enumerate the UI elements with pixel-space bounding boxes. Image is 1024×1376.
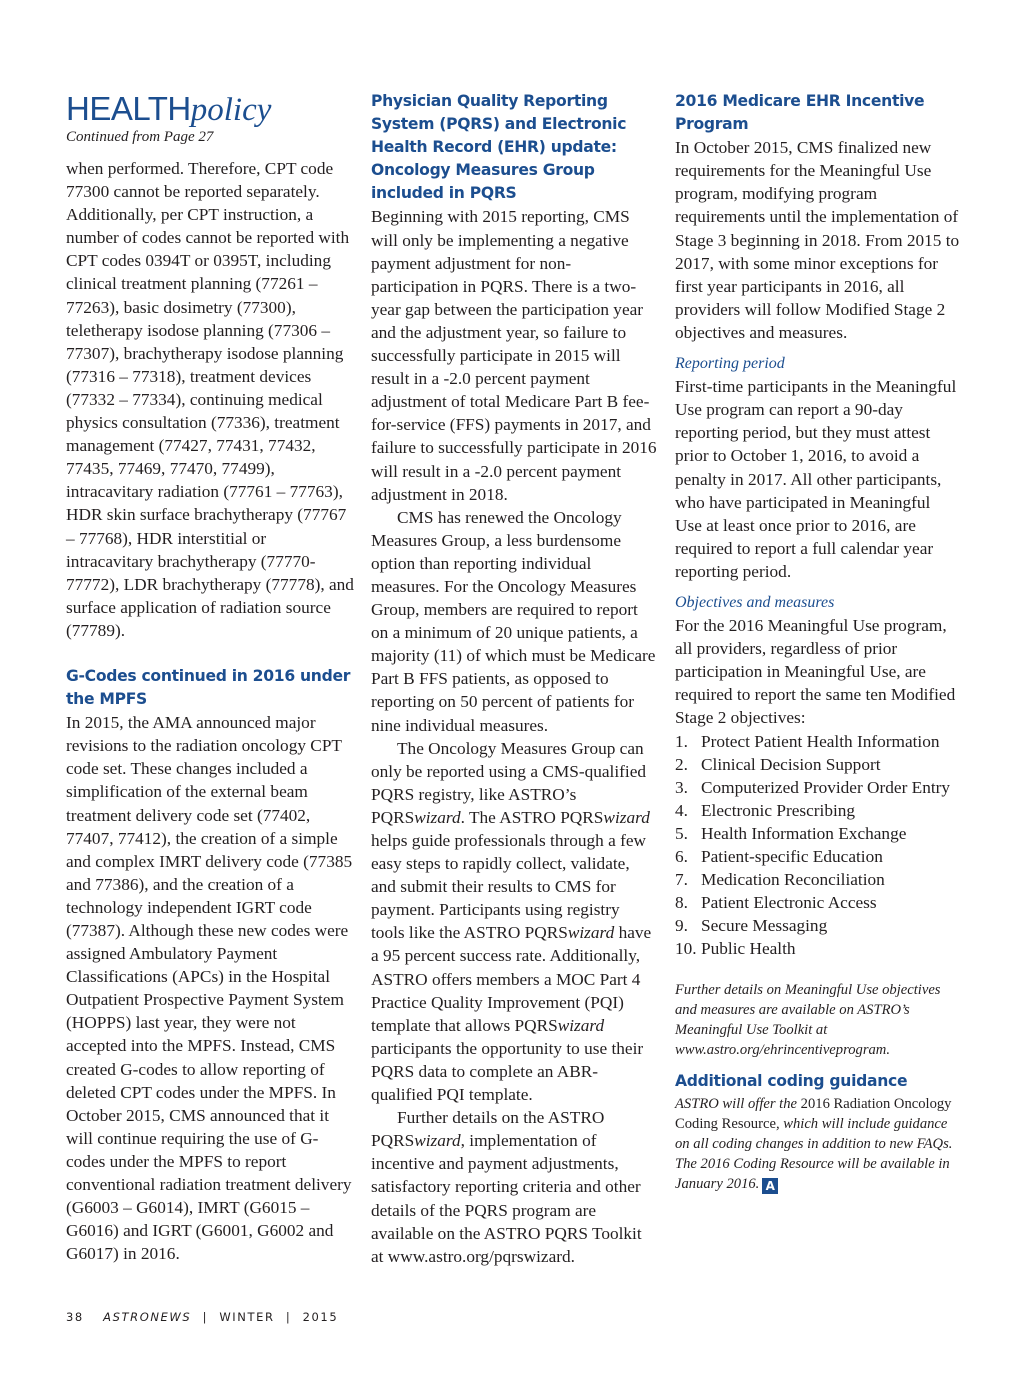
issue-year: 2015	[302, 1310, 339, 1324]
pqrs-paragraph-2: CMS has renewed the Oncology Measures Group, a less burdensome option than reporting individual measures. For the Oncology Measures Group, members are required to report on a minimum of 20 unique patients, a majority (11) of which must be Medicare Part B FFS patients, as opposed to reporting on 50 percent of patients for nine individual measures.	[371, 507, 656, 735]
g-codes-heading: G-Codes continued in 2016 under the MPFS	[66, 666, 351, 709]
objective-item: 5. Health Information Exchange	[675, 823, 907, 843]
objective-item: 7. Medication Reconciliation	[675, 870, 885, 890]
ehr-paragraph-1: In October 2015, CMS finalized new requirements for the Meaningful Use program, modifying program requirements until the implementation of Stage 3 beginning in 2018. From 2015 to 2017, with some minor exceptions for first year participants in 2016, all providers will follow Modified Stage 2 objectives and measures.	[675, 138, 960, 342]
brand-main: HEALTH	[66, 90, 191, 127]
page-number: 38	[66, 1310, 84, 1324]
column-1	[66, 92, 356, 1265]
pqrs-paragraph-1: Beginning with 2015 reporting, CMS will only be implementing a negative payment adjustment for non-participation in PQRS. There is a two-year gap between the participation year and the adjustment year, so failure to successfully participate in 2015 will result in a -2.0 percent payment adjustment of total Medicare Part B fee-for-service (FFS) payments in 2017, and failure to successfully participate in 2016 will result in a -2.0 percent payment adjustment in 2018.	[371, 207, 657, 504]
objectives-subheading: Objectives and measures	[675, 593, 835, 611]
pqrs-paragraph-3: The Oncology Measures Group can only be reported using a CMS-qualified PQRS registry, like ASTRO’s PQRSwizard. The ASTRO PQRSwizard helps guide professionals through a few easy steps to rapidly collect, validate, and submit their results to CMS for payment. Participants using registry tools like the ASTRO PQRSwizard have a 95 percent success rate. Additionally, ASTRO offers members a MOC Part 4 Practice Quality Improvement (PQI) template that allows PQRSwizard participants the opportunity to use their PQRS data to complete an ABR-qualified PQI template.	[371, 738, 652, 1105]
objective-item: 8. Patient Electronic Access	[675, 893, 877, 913]
section-brand	[66, 92, 356, 127]
ehr-heading: 2016 Medicare EHR Incentive Program	[675, 92, 925, 134]
publication-name: ASTRONEWS	[103, 1310, 192, 1324]
coding-guidance-heading: Additional coding guidance	[675, 1072, 908, 1091]
objectives-list	[675, 730, 960, 961]
page-footer: 38 ASTRONEWS | WINTER | 2015	[66, 1310, 339, 1324]
brand-italic: policy	[190, 92, 272, 128]
objective-item: 3. Computerized Provider Order Entry	[675, 777, 951, 797]
objective-item: 9. Secure Messaging	[675, 916, 828, 936]
meaningful-use-note: Further details on Meaningful Use objectives and measures are available on ASTRO’s Meaningful Use Toolkit at www.astro.org/ehrincentiveprogram.	[675, 982, 941, 1059]
objective-item: 6. Patient-specific Education	[675, 847, 883, 866]
issue-season: WINTER	[219, 1310, 275, 1324]
objectives-paragraph: For the 2016 Meaningful Use program, all providers, regardless of prior participation in Meaningful Use, are required to report the same ten Modified Stage 2 objectives:	[675, 616, 956, 728]
coding-guidance-note: ASTRO will offer the 2016 Radiation Oncology Coding Resource, which will include guidance on all coding changes in addition to new FAQs. The 2016 Coding Resource will be available in January 2016. A	[675, 1095, 953, 1193]
column-2	[371, 90, 657, 1268]
g-codes-paragraph: In 2015, the AMA announced major revisions to the radiation oncology CPT code set. These changes included a simplification of the external beam treatment delivery code set (77402, 77407, 77412), the creation of a simple and complex IMRT delivery code (77385 and 77386), and the creation of a technology independent IGRT code (77387). Although these new codes were assigned Ambulatory Payment Classifications (APCs) in the Hospital Outpatient Prospective Payment System (HOPPS) last year, they were not accepted into the MPFS. Instead, CMS created G-codes to allow reporting of deleted CPT codes under the MPFS. In October 2015, CMS announced that it will continue requiring the use of G-codes under the MPFS to report conventional radiation treatment delivery (G6003 – G6014), IMRT (G6015 – G6016) and IGRT (G6001, G6002 and G6017) in 2016.	[66, 713, 353, 1264]
reporting-period-paragraph: First-time participants in the Meaningful Use program can report a 90-day reporting period, but they must attest prior to October 1, 2016, to avoid a penalty in 2017. All other participants, who have participated in Meaningful Use at least once prior to 2016, are required to report a full calendar year reporting period.	[675, 377, 957, 581]
continued-note: Continued from Page 27	[66, 129, 214, 145]
col1-intro-paragraph: when performed. Therefore, CPT code 77300 cannot be reported separately. Additionally, per CPT instruction, a number of codes cannot be reported with CPT codes 0394T or 0395T, including clinical treatment planning (77261 – 77263), basic dosimetry (77300), teletherapy isodose planning (77306 – 77307), brachytherapy isodose planning (77316 – 77318), treatment devices (77332 – 77334), continuing medical physics consultation (77336), treatment management (77427, 77431, 77432, 77435, 77469, 77470, 77499), intracavitary radiation (77761 – 77763), HDR skin surface brachytherapy (77767 – 77768), HDR interstitial or intracavitary brachytherapy (77770-77772), LDR brachytherapy (77778), and surface application of radiation source (77789).	[66, 159, 354, 640]
objective-item: 2. Clinical Decision Support	[675, 754, 881, 774]
objective-item: 10. Public Health	[675, 939, 796, 959]
objective-item: 4. Electronic Prescribing	[675, 800, 856, 820]
pqrs-paragraph-4: Further details on the ASTRO PQRSwizard, implementation of incentive and payment adjustments, satisfactory reporting criteria and other details of the PQRS program are available on the ASTRO PQRS Toolkit at www.astro.org/pqrswizard.	[371, 1108, 642, 1266]
pqrs-heading: Physician Quality Reporting System (PQRS) and Electronic Health Record (EHR) update: Oncology Measures Group included in PQRS	[371, 92, 627, 203]
reporting-period-subheading: Reporting period	[675, 355, 785, 373]
column-3	[675, 90, 960, 1194]
astro-end-mark-icon: A	[762, 1178, 778, 1194]
objective-item: 1. Protect Patient Health Information	[675, 731, 940, 751]
